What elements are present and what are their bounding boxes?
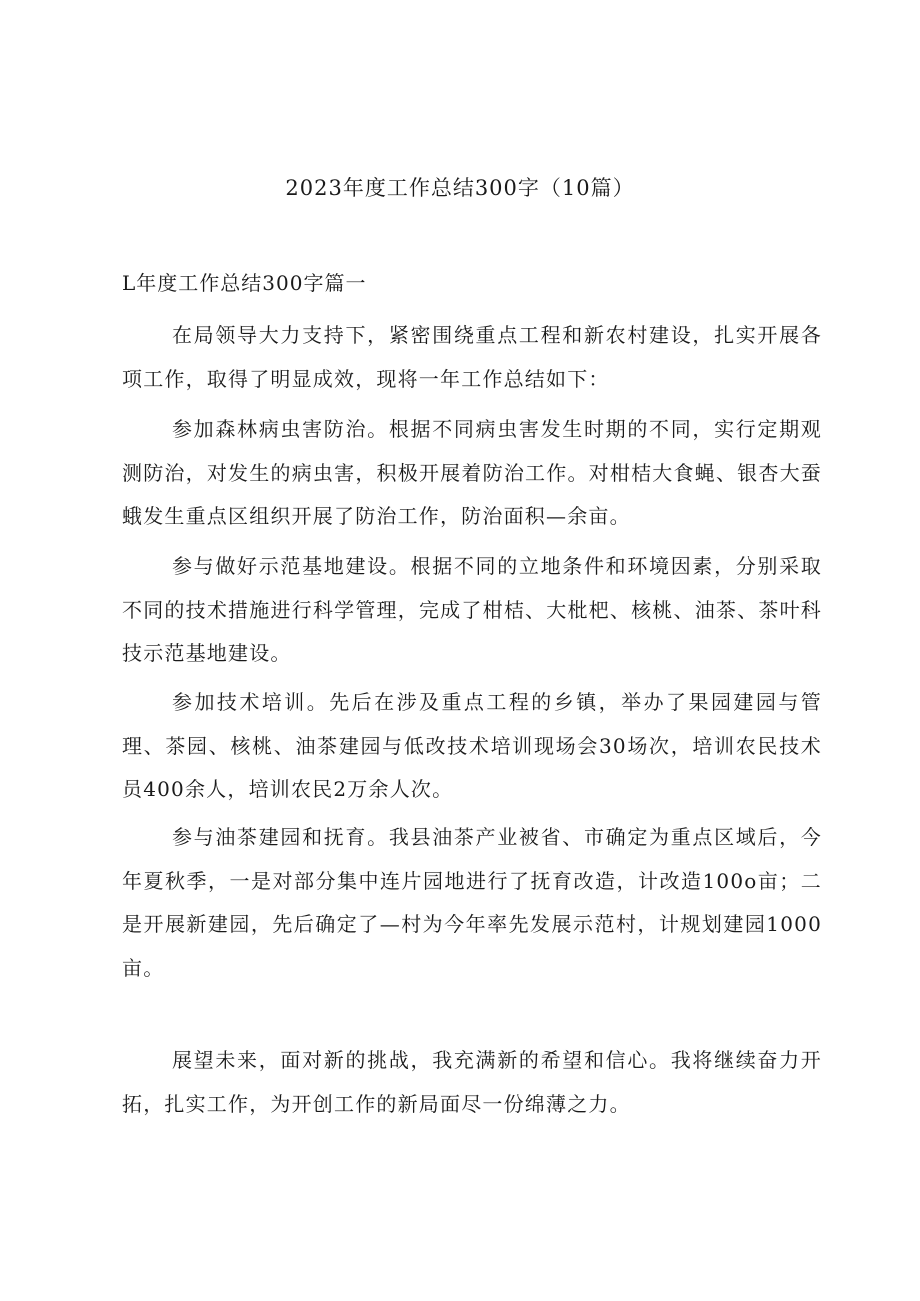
paragraph-training: 参加技术培训。先后在涉及重点工程的乡镇，举办了果园建园与管理、茶园、核桃、油茶建园与低改技术培训现场会30场次，培训农民技术员400余人，培训农民2万余人次。 xyxy=(122,690,822,801)
paragraph-intro: 在局领导大力支持下，紧密围绕重点工程和新农村建设，扎实开展各项工作，取得了明显成效，现将一年工作总结如下： xyxy=(122,323,822,391)
paragraph-demo-base: 参与做好示范基地建设。根据不同的立地条件和环境因素，分别采取不同的技术措施进行科学管理，完成了柑桔、大枇杷、核桃、油茶、茶叶科技示范基地建设。 xyxy=(122,554,822,665)
document-title: 2023年度工作总结300字（10篇） xyxy=(285,176,635,200)
paragraph-outlook: 展望未来，面对新的挑战，我充满新的希望和信心。我将继续奋力开拓，扎实工作，为开创工作的新局面尽一份绵薄之力。 xyxy=(122,1048,822,1116)
paragraph-pest-control: 参加森林病虫害防治。根据不同病虫害发生时期的不同，实行定期观测防治，对发生的病虫害，积极开展着防治工作。对柑桔大食蝇、银杏大蚕蛾发生重点区组织开展了防治工作，防治面积—余亩。 xyxy=(122,417,822,528)
paragraph-camellia: 参与油茶建园和抚育。我县油茶产业被省、市确定为重点区域后，今年夏秋季，一是对部分集中连片园地进行了抚育改造，计改造100o亩；二是开展新建园，先后确定了—村为今年率先发展示范村，计规划建园1000亩。 xyxy=(122,825,822,980)
section-heading: L年度工作总结300字篇一 xyxy=(122,271,367,295)
